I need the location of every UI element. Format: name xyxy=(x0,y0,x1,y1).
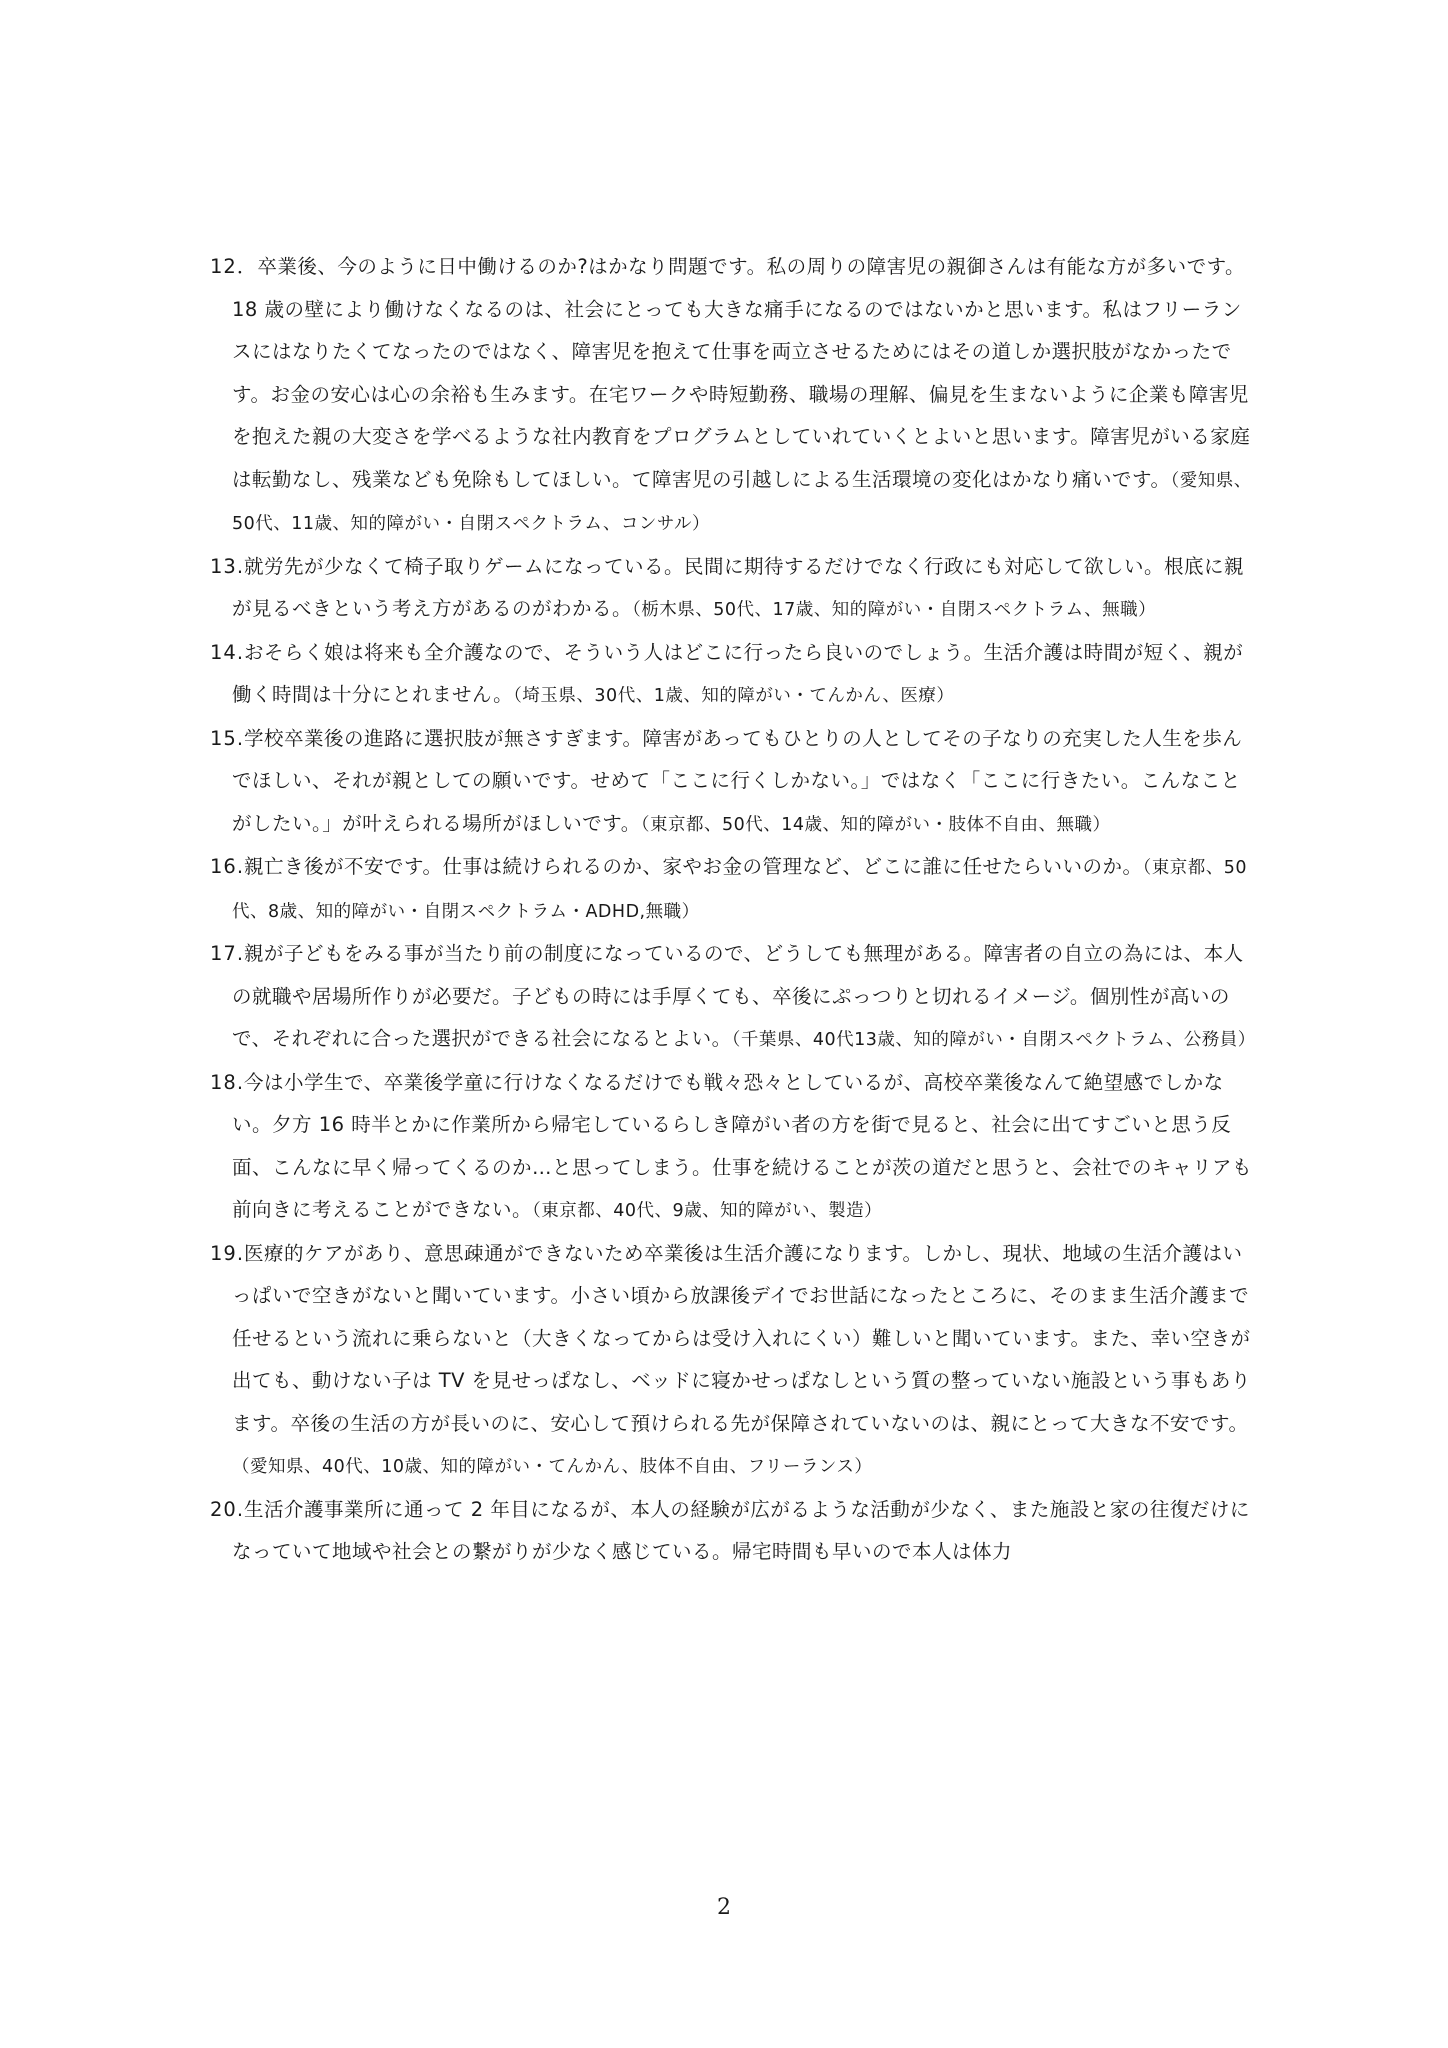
comment-entry-16 xyxy=(210,846,1260,933)
entry-text: 卒業後、今のように日中働けるのか?はかなり問題です。私の周りの障害児の親御さんは有能な方が多いです。18 歳の壁により働けなくなるのは、社会にとっても大きな痛手になるのではないかと思います。私はフリーランスにはなりたくてなったのではなく、障害児を抱えて仕事を両立させるためにはその道しか選択肢がなかったです。お金の安心は心の余裕も生みます。在宅ワークや時短勤務、職場の理解、偏見を生まないように企業も障害児を抱えた親の大変さを学べるような社内教育をプログラムとしていれていくとよいと思います。障害児がいる家庭は転勤なし、残業なども免除もしてほしい。て障害児の引越しによる生活環境の変化はかなり痛いです。 xyxy=(232,255,1251,491)
entry-attribution: （東京都、50代、14歳、知的障がい・肢体不自由、無職） xyxy=(640,814,1111,835)
entry-text: 親が子どもをみる事が当たり前の制度になっているので、どうしても無理がある。障害者の自立の為には、本人の就職や居場所作りが必要だ。子どもの時には手厚くても、卒後にぷっつりと切れるイメージ。個別性が高いので、それぞれに合った選択ができる社会になるとよい。 xyxy=(232,942,1244,1050)
entry-attribution: （東京都、40代、9歳、知的障がい、製造） xyxy=(532,1201,883,1221)
entry-text: 親亡き後が不安です。仕事は続けられるのか、家やお金の管理など、どこに誰に任せたらいいのか。 xyxy=(244,855,1143,878)
entry-number: 18. xyxy=(210,1070,245,1094)
comment-entry-14 xyxy=(210,632,1260,718)
entry-text: 就労先が少なくて椅子取りゲームになっている。民間に期待するだけでなく行政にも対応して欲しい。根底に親が見るべきという考え方があるのがわかる。 xyxy=(232,554,1245,620)
page-number: 2 xyxy=(717,1895,731,1920)
entry-text: おそらく娘は将来も全介護なので、そういう人はどこに行ったら良いのでしょう。生活介護は時間が短く、親が働く時間は十分にとれません。 xyxy=(232,640,1244,706)
entry-number: 14. xyxy=(210,640,245,664)
entry-number: 13. xyxy=(210,554,245,578)
entry-attribution: （埼玉県、30代、1歳、知的障がい・てんかん、医療） xyxy=(513,686,955,706)
entry-text: 生活介護事業所に通って 2 年目になるが、本人の経験が広がるような活動が少なく、また施設と家の往復だけになっていて地域や社会との繋がりが少なく感じている。帰宅時間も早いので本人は体力 xyxy=(232,1497,1250,1563)
entry-text: 医療的ケアがあり、意思疎通ができないため卒業後は生活介護になります。しかし、現状、地域の生活介護はいっぱいで空きがないと聞いています。小さい頃から放課後デイでお世話になったところに、そのまま生活介護まで任せるという流れに乗らないと（大きくなってからは受け入れにくい）難しいと聞いています。また、幸い空きが出ても、動けない子は TV を見せっぱなし、ベッドに寝かせっぱなしという質の整っていない施設という事もあります。卒後の生活の方が長いのに、安心して預けられる先が保障されていないのは、親にとって大きな不安です。 xyxy=(232,1241,1251,1435)
entry-attribution: （愛知県、40代、10歳、知的障がい・てんかん、肢体不自由、フリーランス） xyxy=(232,1457,873,1477)
comment-entry-13 xyxy=(210,546,1260,632)
entry-attribution: （東京都、50代、8歳、知的障がい・自閉スペクトラム・ADHD,無職） xyxy=(232,858,1247,922)
comment-entry-12 xyxy=(210,246,1260,546)
entry-text: 今は小学生で、卒業後学童に行けなくなるだけでも戦々恐々としているが、高校卒業後なんて絶望感でしかない。夕方 16 時半とかに作業所から帰宅しているらしき障がい者の方を街で見ると、社会に出てすごいと思う反面、こんなに早く帰ってくるのか…と思ってしまう。仕事を続けることが茨の道だと思うと、会社でのキャリアも前向きに考えることができない。 xyxy=(232,1070,1253,1221)
entry-number: 12． xyxy=(210,255,258,278)
entry-attribution: （栃木県、50代、17歳、知的障がい・自閉スペクトラム、無職） xyxy=(632,600,1157,620)
entry-number: 16. xyxy=(210,855,245,878)
entry-number: 20. xyxy=(210,1497,245,1521)
comment-entry-19 xyxy=(210,1233,1260,1489)
entry-text: 学校卒業後の進路に選択肢が無さすぎます。障害があってもひとりの人としてその子なりの充実した人生を歩んでほしい、それが親としての願いです。せめて「ここに行くしかない。」ではなく「ここに行きたい。こんなことがしたい。」が叶えられる場所がほしいです。 xyxy=(232,726,1243,835)
comment-entry-17 xyxy=(210,933,1260,1062)
entry-number: 15. xyxy=(210,726,245,750)
comment-entry-20 xyxy=(210,1489,1260,1575)
entry-attribution: （千葉県、40代13歳、知的障がい・自閉スペクトラム、公務員） xyxy=(731,1030,1256,1050)
entry-number: 19. xyxy=(210,1241,245,1265)
comment-entry-15 xyxy=(210,718,1260,847)
entry-attribution: （愛知県、50代、11歳、知的障がい・自閉スペクトラム、コンサル） xyxy=(232,470,1252,534)
entry-number: 17. xyxy=(210,942,245,965)
comment-entry-18 xyxy=(210,1062,1260,1233)
document-body xyxy=(210,246,1260,1575)
